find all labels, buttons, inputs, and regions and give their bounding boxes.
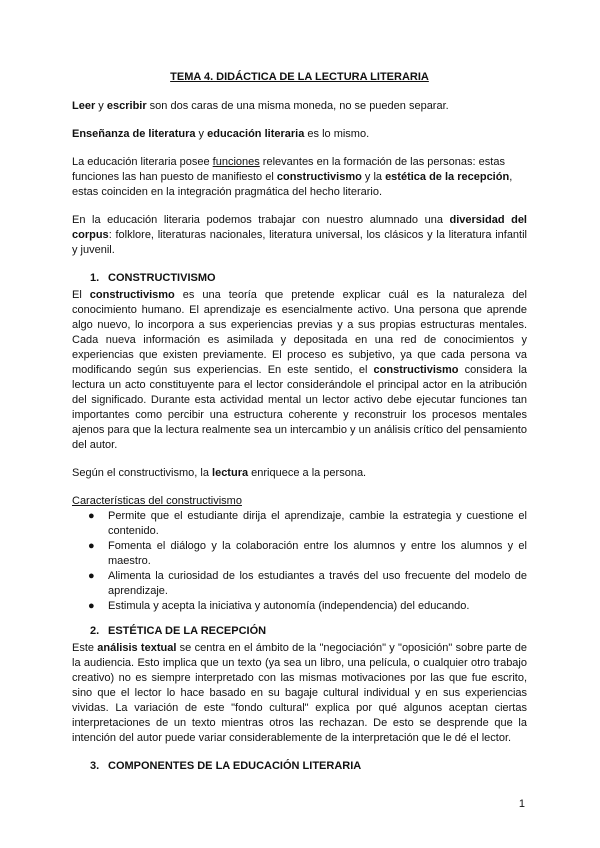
text: se centra en el ámbito de la "negociación" y "oposición" sobre parte de la audiencia. Esto implica que un texto (ya sea un libro, una película, o cualquier otro trabajo creativo) no es siempre interpretado con las mismas motivaciones por las que fue escrito, sino que el lector lo hace basado en su bagaje cultural individual y en sus experiencias vividas. La variación de este "fondo cultural" explica por qué algunos aceptan ciertas interpretaciones de un texto mientras otros las rechazan. De esto se desprende que la intención del autor puede variar considerablemente de la interpretación que le dé el lector. xyxy=(72,642,527,744)
paragraph-leer-escribir xyxy=(72,99,527,114)
paragraph-funciones xyxy=(72,155,527,200)
paragraph-estetica xyxy=(72,641,527,746)
section-heading-text: ESTÉTICA DE LA RECEPCIÓN xyxy=(108,625,267,637)
text: y la xyxy=(361,171,386,183)
text: La educación literaria posee xyxy=(72,156,213,168)
section-heading-text: CONSTRUCTIVISMO xyxy=(108,272,216,284)
text: Este xyxy=(72,642,98,654)
bold-term: análisis textual xyxy=(97,642,177,654)
paragraph-corpus xyxy=(72,213,527,258)
bullet-icon: ● xyxy=(88,540,95,552)
document-title: TEMA 4. DIDÁCTICA DE LA LECTURA LITERARIA xyxy=(170,71,429,83)
text: son dos caras de una misma moneda, no se pueden separar. xyxy=(146,100,449,112)
bullet-icon: ● xyxy=(88,570,95,582)
bold-term: Leer xyxy=(72,100,96,112)
bold-term: constructivismo xyxy=(89,289,175,301)
text: El xyxy=(72,289,90,301)
bold-term: diversidad del corpus xyxy=(72,214,527,241)
text: es una teoría que pretende explicar cuál es la naturaleza del conocimiento humano. El aprendizaje es esencialmente activo. Una persona que aprende algo nuevo, lo incorpora a sus experiencias previas y a sus propias estructuras mentales. Cada nueva información es asimilada y depositada en una red de conocimientos y experiencias que existen previamente. El proceso es subjetivo, ya que cada persona va modificando según sus experiencias. En este sentido, el xyxy=(72,289,527,376)
list-item-text: Permite que el estudiante dirija el aprendizaje, cambie la estrategia y cuestione el contenido. xyxy=(108,510,527,537)
bold-term: estética de la recepción xyxy=(385,171,510,183)
list-item-text: Estimula y acepta la iniciativa y autonomía (independencia) del educando. xyxy=(108,600,470,612)
section-heading-constructivismo xyxy=(72,271,527,286)
paragraph-ensenanza xyxy=(72,127,527,142)
text: : folklore, literaturas nacionales, literatura universal, los clásicos y la literatura infantil y juvenil. xyxy=(72,229,527,256)
bullet-icon: ● xyxy=(88,600,95,612)
list-item-text: Alimenta la curiosidad de los estudiantes a través del uso frecuente del modelo de aprendizaje. xyxy=(108,570,527,597)
list-item-text: Fomenta el diálogo y la colaboración entre los alumnos y entre los alumnos y el maestro. xyxy=(108,540,527,567)
text: , estas coinciden en la integración pragmática del hecho literario. xyxy=(72,171,513,198)
text: es lo mismo. xyxy=(304,128,370,140)
list-item xyxy=(88,569,527,599)
characteristics-list xyxy=(72,509,527,614)
bold-term: escribir xyxy=(106,100,147,112)
text: relevantes en la formación de las personas: estas funciones las han puesto de manifiesto el xyxy=(72,156,505,183)
bold-term: lectura xyxy=(212,467,249,479)
text: y xyxy=(95,100,107,112)
bold-term: constructivismo xyxy=(373,364,459,376)
section-heading-estetica xyxy=(72,624,527,639)
text: considera la lectura un acto constituyente para el lector considerándole el principal actor en la atribución del significado. Durante esta actividad mental un lector activo debe ejecutar funciones tan importantes como percibir una estructura coherente y reconstruir los procesos mentales ajenos para que la lectura realmente sea un intercambio y un análisis crítico del pensamiento del autor. xyxy=(72,364,528,451)
document-page xyxy=(72,70,527,776)
text: En la educación literaria podemos trabajar con nuestro alumnado una xyxy=(72,214,450,226)
list-title: Características del constructivismo xyxy=(72,495,242,507)
underlined-term: funciones xyxy=(212,156,260,168)
text: y xyxy=(195,128,208,140)
bold-term: constructivismo xyxy=(276,171,362,183)
paragraph-constructivismo xyxy=(72,288,527,453)
section-heading-componentes xyxy=(72,759,527,774)
bullet-icon: ● xyxy=(88,510,95,522)
list-item xyxy=(88,599,527,614)
page-number: 1 xyxy=(518,798,525,810)
text: enriquece a la persona. xyxy=(248,467,367,479)
bold-term: Enseñanza de literatura xyxy=(72,128,196,140)
section-number: 3. xyxy=(90,760,100,772)
list-item xyxy=(88,539,527,569)
section-number: 2. xyxy=(90,625,100,637)
paragraph-lectura xyxy=(72,466,527,481)
text: Según el constructivismo, la xyxy=(72,467,213,479)
section-heading-text: COMPONENTES DE LA EDUCACIÓN LITERARIA xyxy=(108,760,362,772)
bold-term: educación literaria xyxy=(207,128,305,140)
list-item xyxy=(88,509,527,539)
section-number: 1. xyxy=(90,272,100,284)
